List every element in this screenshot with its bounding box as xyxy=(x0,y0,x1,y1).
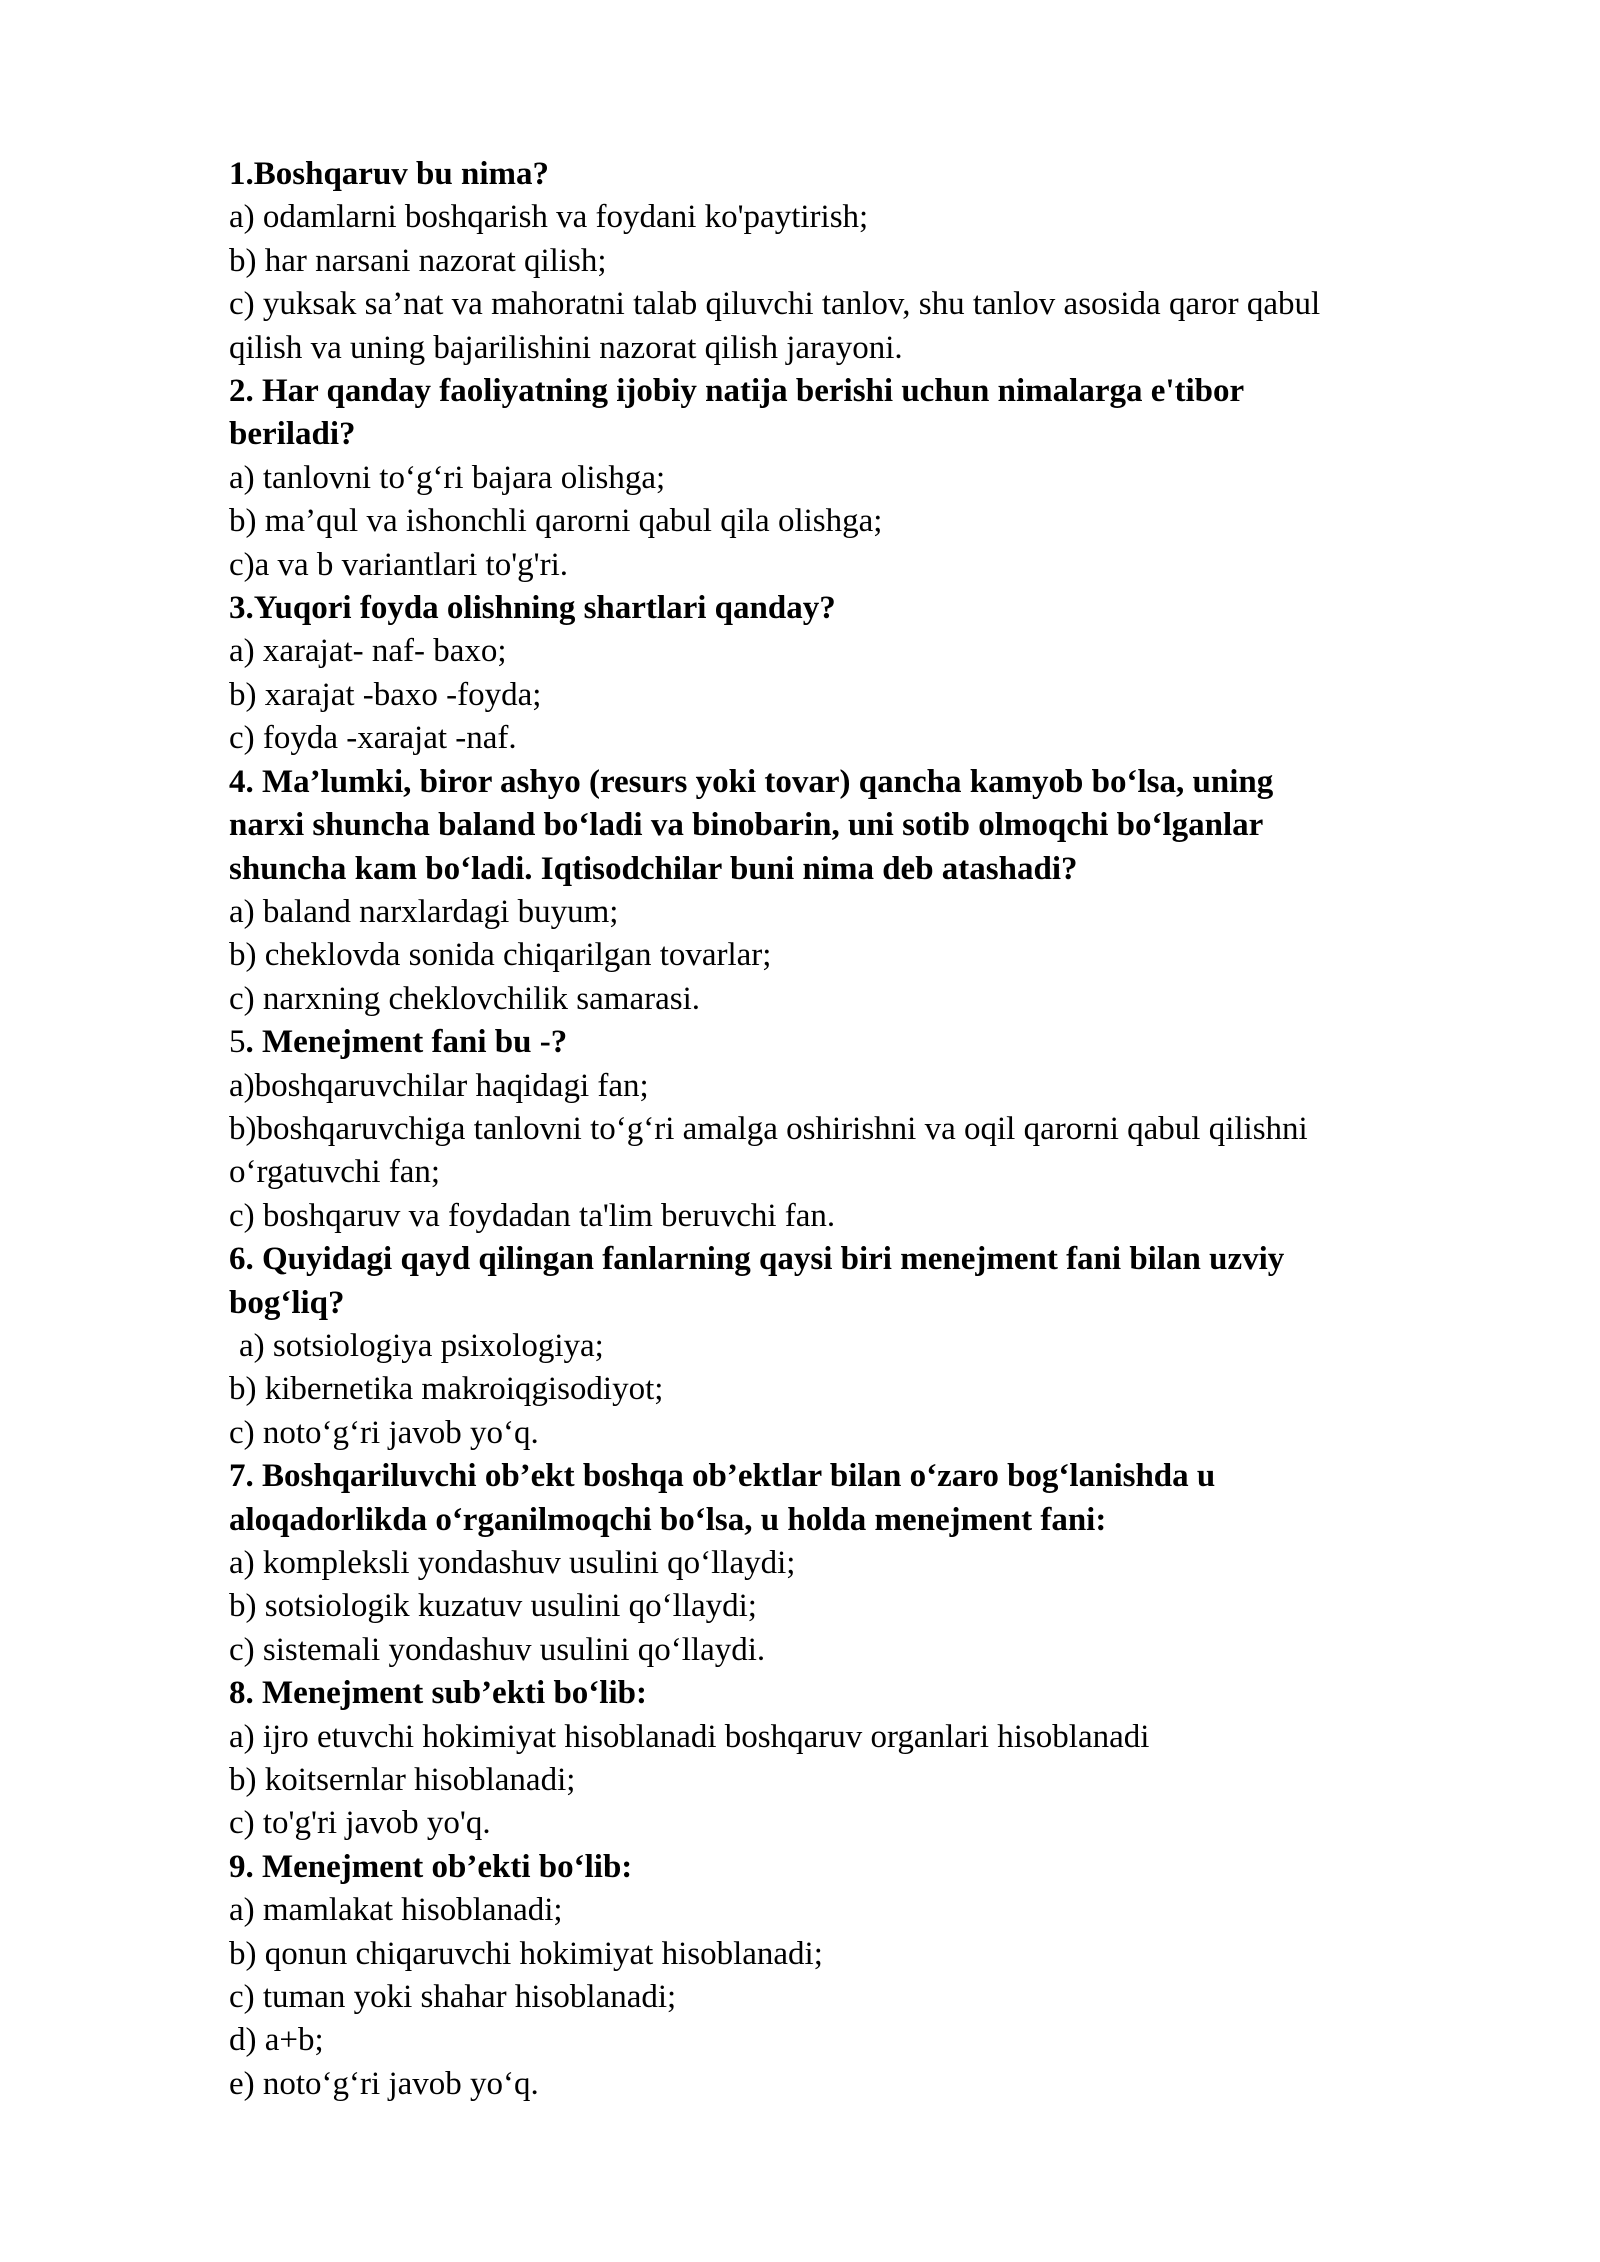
answer-option: c) sistemali yondashuv usulini qo‘llaydi. xyxy=(229,1631,766,1668)
answer-option: b) ma’qul va ishonchli qarorni qabul qila olishga; xyxy=(229,503,883,540)
question-title: 7. Boshqariluvchi ob’ekt boshqa ob’ektlar bilan o‘zaro bog‘lanishda u xyxy=(229,1458,1216,1495)
answer-option: c) foyda -xarajat -naf. xyxy=(229,720,517,757)
answer-option: b) kibernetika makroiqgisodiyot; xyxy=(229,1371,664,1408)
question-5 xyxy=(229,1021,1529,1238)
answer-option: b) koitsernlar hisoblanadi; xyxy=(229,1762,576,1799)
answer-option: b) qonun chiqaruvchi hokimiyat hisoblanadi; xyxy=(229,1935,823,1972)
question-title: 3.Yuqori foyda olishning shartlari qanday? xyxy=(229,590,836,627)
answer-option: a) sotsiologiya psixologiya; xyxy=(239,1327,604,1364)
answer-option: a) odamlarni boshqarish va foydani ko'paytirish; xyxy=(229,199,869,236)
answer-option: b) har narsani nazorat qilish; xyxy=(229,242,607,279)
question-title xyxy=(229,1021,1529,1064)
answer-option: c) narxning cheklovchilik samarasi. xyxy=(229,980,701,1017)
answer-option: c) boshqaruv va foydadan ta'lim beruvchi fan. xyxy=(229,1197,836,1234)
question-number: 5 xyxy=(229,1024,246,1061)
answer-option: a) kompleksli yondashuv usulini qo‘llaydi; xyxy=(229,1545,796,1581)
question-title: 6. Quyidagi qayd qilingan fanlarning qaysi biri menejment fani bilan uzviy xyxy=(229,1241,1285,1278)
answer-option: b)boshqaruvchiga tanlovni to‘g‘ri amalga oshirishni va oqil qarorni qabul qilishni xyxy=(229,1110,1308,1147)
answer-option: e) noto‘g‘ri javob yo‘q. xyxy=(229,2065,539,2102)
question-1 xyxy=(229,153,1529,370)
answer-option-continued: qilish va uning bajarilishini nazorat qilish jarayoni. xyxy=(229,329,903,366)
question-8 xyxy=(229,1672,1529,1846)
answer-option: c)a va b variantlari to'g'ri. xyxy=(229,546,568,583)
answer-option: b) xarajat -baxo -foyda; xyxy=(229,676,542,713)
answer-option: c) yuksak sa’nat va mahoratni talab qiluvchi tanlov, shu tanlov asosida qaror qabul xyxy=(229,286,1321,323)
answer-option: c) to'g'ri javob yo'q. xyxy=(229,1805,491,1842)
answer-option: a) mamlakat hisoblanadi; xyxy=(229,1892,563,1929)
question-title-continued: beriladi? xyxy=(229,416,356,453)
question-title: 9. Menejment ob’ekti bo‘lib: xyxy=(229,1848,633,1885)
question-title-continued: aloqadorlikda o‘rganilmoqchi bo‘lsa, u holda menejment fani: xyxy=(229,1501,1107,1538)
answer-option: a) tanlovni to‘g‘ri bajara olishga; xyxy=(229,459,666,496)
question-2 xyxy=(229,370,1529,587)
answer-option: a) xarajat- naf- baxo; xyxy=(229,633,507,670)
question-title: 2. Har qanday faoliyatning ijobiy natija berishi uchun nimalarga e'tibor xyxy=(229,373,1245,410)
question-title-continued: shuncha kam bo‘ladi. Iqtisodchilar buni nima deb atashadi? xyxy=(229,850,1078,887)
answer-option-continued: o‘rgatuvchi fan; xyxy=(229,1154,441,1191)
answer-option: b) cheklovda sonida chiqarilgan tovarlar; xyxy=(229,937,772,974)
answer-option: a) baland narxlardagi buyum; xyxy=(229,893,619,930)
answer-option: a) ijro etuvchi hokimiyat hisoblanadi boshqaruv organlari hisoblanadi xyxy=(229,1718,1150,1755)
answer-option: c) noto‘g‘ri javob yo‘q. xyxy=(229,1414,539,1451)
question-title: 4. Ma’lumki, biror ashyo (resurs yoki tovar) qancha kamyob bo‘lsa, uning xyxy=(229,763,1274,800)
document-page xyxy=(229,153,1529,2106)
answer-option: a)boshqaruvchilar haqidagi fan; xyxy=(229,1067,649,1104)
question-title-continued: bog‘liq? xyxy=(229,1284,345,1321)
question-title-continued: narxi shuncha baland bo‘ladi va binobarin, uni sotib olmoqchi bo‘lganlar xyxy=(229,807,1264,844)
question-9 xyxy=(229,1846,1529,2106)
question-7 xyxy=(229,1455,1529,1672)
question-title: 8. Menejment sub’ekti bo‘lib: xyxy=(229,1675,647,1712)
question-4 xyxy=(229,761,1529,1021)
answer-option: d) a+b; xyxy=(229,2022,324,2059)
question-title-text: . Menejment fani bu -? xyxy=(245,1024,568,1061)
answer-option: c) tuman yoki shahar hisoblanadi; xyxy=(229,1979,677,2016)
question-title: 1.Boshqaruv bu nima? xyxy=(229,156,550,192)
question-3 xyxy=(229,587,1529,761)
answer-option: b) sotsiologik kuzatuv usulini qo‘llaydi; xyxy=(229,1588,757,1625)
question-6 xyxy=(229,1238,1529,1455)
